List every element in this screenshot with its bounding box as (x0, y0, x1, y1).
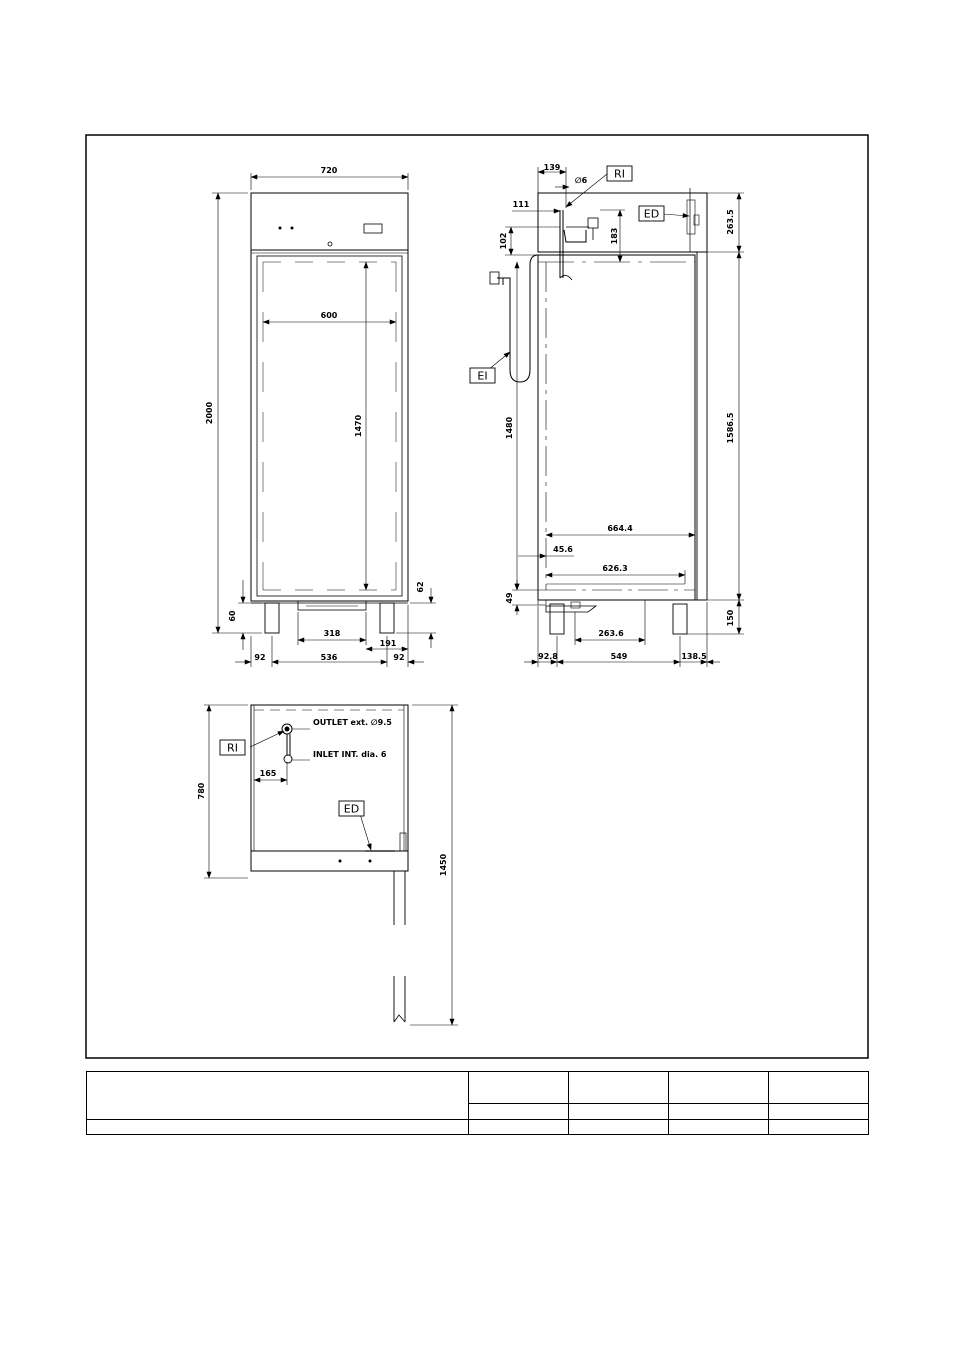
top-pipe-offset-dim: 165 (259, 769, 277, 778)
spec-table-cell (569, 1072, 669, 1104)
front-left-leg-dim: 92 (254, 653, 266, 662)
side-leg-span-dim: 549 (610, 652, 628, 661)
spec-table-cell (569, 1119, 669, 1134)
side-top-section-dim: 263.5 (726, 209, 735, 235)
front-drain-dim: 318 (323, 629, 341, 638)
spec-table-cell (769, 1119, 869, 1134)
side-pipe-dia-dim: ∅6 (574, 176, 588, 185)
spec-table-cell (669, 1072, 769, 1104)
side-pipe-y-dim: 102 (499, 232, 508, 250)
side-cable-height-dim: 1480 (505, 416, 514, 440)
front-right-leg-dim: 92 (393, 653, 405, 662)
front-drain-offset-dim: 191 (379, 639, 397, 648)
spec-table-cell (669, 1103, 769, 1119)
side-depth-dim: 664.4 (607, 524, 633, 533)
front-door-height-dim: 1470 (354, 414, 363, 438)
spec-table (86, 1071, 869, 1135)
spec-table-cell (469, 1103, 569, 1119)
spec-table-cell (469, 1119, 569, 1134)
tag-ed-top: ED (343, 802, 360, 816)
spec-table-cell (469, 1072, 569, 1104)
tag-ed-side: ED (643, 207, 660, 221)
inlet-label: INLET INT. dia. 6 (313, 750, 387, 759)
drawing-frame (86, 135, 868, 1058)
spec-table-cell (87, 1119, 469, 1134)
side-pipe-x-dim: 111 (512, 200, 530, 209)
spec-table-cell (669, 1119, 769, 1134)
outlet-label: OUTLET ext. ∅9.5 (313, 718, 392, 727)
spec-table-cell (769, 1103, 869, 1119)
front-view (251, 193, 408, 633)
tag-ri-side: RI (614, 167, 625, 181)
top-depth-dim: 780 (197, 782, 206, 800)
side-drain-dim: 263.6 (598, 629, 624, 638)
top-open-depth-dim: 1450 (439, 853, 448, 877)
side-pipe-drop-dim: 183 (610, 227, 619, 245)
side-front-leg-dim: 138.5 (681, 652, 707, 661)
side-body-height-dim: 1586.5 (726, 412, 735, 444)
top-view-labels (197, 718, 448, 876)
front-view-labels (205, 166, 425, 662)
front-height-dim: 2000 (205, 401, 214, 425)
side-leg-dim: 150 (726, 609, 735, 627)
tag-ri-top: RI (227, 741, 238, 755)
front-width-dim: 720 (320, 166, 338, 175)
spec-table-cell (769, 1072, 869, 1104)
side-inner-depth-dim: 626.3 (602, 564, 628, 573)
front-bottom-offset-dim: 62 (416, 581, 425, 593)
front-inner-width-dim: 600 (320, 311, 338, 320)
tag-ei-side: EI (477, 369, 488, 383)
side-offset-dim: 45.6 (553, 545, 573, 554)
side-rear-leg-dim: 92.8 (538, 652, 558, 661)
side-base-dim: 49 (505, 592, 514, 604)
side-top-offset-dim: 139 (543, 163, 561, 172)
spec-table-cell (569, 1103, 669, 1119)
spec-table-cell (87, 1072, 469, 1120)
front-leg-height-dim: 60 (228, 610, 237, 622)
front-leg-span-dim: 536 (320, 653, 338, 662)
